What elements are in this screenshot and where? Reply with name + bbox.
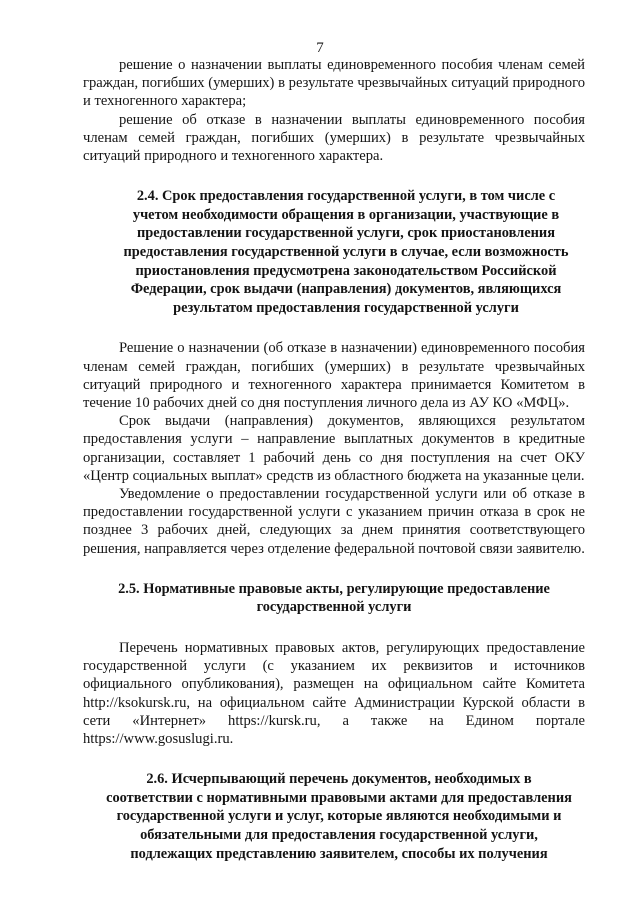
paragraph-decision-grant: решение о назначении выплаты единовременного пособия членам семей граждан, погибших (умерших) в результате чрезвычайных ситуаций природного и техногенного характера;	[83, 57, 585, 110]
paragraph-decision-refusal: решение об отказе в назначении выплаты единовременного пособия членам семей граждан, погибших (умерших) в результате чрезвычайных ситуаций природного и техногенного характера.	[83, 111, 585, 165]
paragraph-notification: Уведомление о предоставлении государственной услуги или об отказе в предоставлении государственной услуги с указанием причин отказа в срок не позднее 3 рабочих дней, следующих за днем принятия соответствующего решения, направляется через отделение федеральной почтовой связи заявителю.	[83, 486, 585, 557]
paragraph-legal-acts: Перечень нормативных правовых актов, регулирующих предоставление государственной услуги (с указанием их реквизитов и источников официального опубликования), размещен на официальном сайте Комитета http://ksokursk.ru, на официальном сайте Администрации Курской области в сети «Интернет» https://kursk.ru, а также на Едином портале https://www.gosuslugi.ru.	[83, 640, 585, 748]
document-body	[83, 56, 585, 863]
section-heading-2-6: 2.6. Исчерпывающий перечень документов, необходимых в соответствии с нормативными правовыми актами для предоставления государственной услуги и услуг, которые являются необходимыми и обязательными для предоставления государственной услуги, подлежащих представлению заявителем, способы их получения	[106, 771, 572, 862]
section-heading-2-4: 2.4. Срок предоставления государственной услуги, в том числе с учетом необходимости обращения в организации, участвующие в предоставлении государственной услуги, срок приостановления предоставления государственной услуги в случае, если возможность приостановления предусмотрена законодательством Российской Федерации, срок выдачи (направления) документов, являющихся результатом предоставления государственной услуги	[123, 188, 569, 316]
section-heading-2-5: 2.5. Нормативные правовые акты, регулирующие предоставление государственной услуги	[118, 580, 550, 616]
page-number: 7	[316, 40, 324, 56]
paragraph-issue-term: Срок выдачи (направления) документов, являющихся результатом предоставления услуги – направление выплатных документов в кредитные организации, составляет 1 рабочий день со дня поступления на счет ОКУ «Центр социальных выплат» средств из областного бюджета на указанные цели.	[83, 413, 585, 484]
paragraph-decision-term: Решение о назначении (об отказе в назначении) единовременного пособия членам семей граждан, погибших (умерших) в результате чрезвычайных ситуаций природного и техногенного характера принимается Комитетом в течение 10 рабочих дней со дня поступления личного дела из АУ КО «МФЦ».	[83, 340, 585, 411]
